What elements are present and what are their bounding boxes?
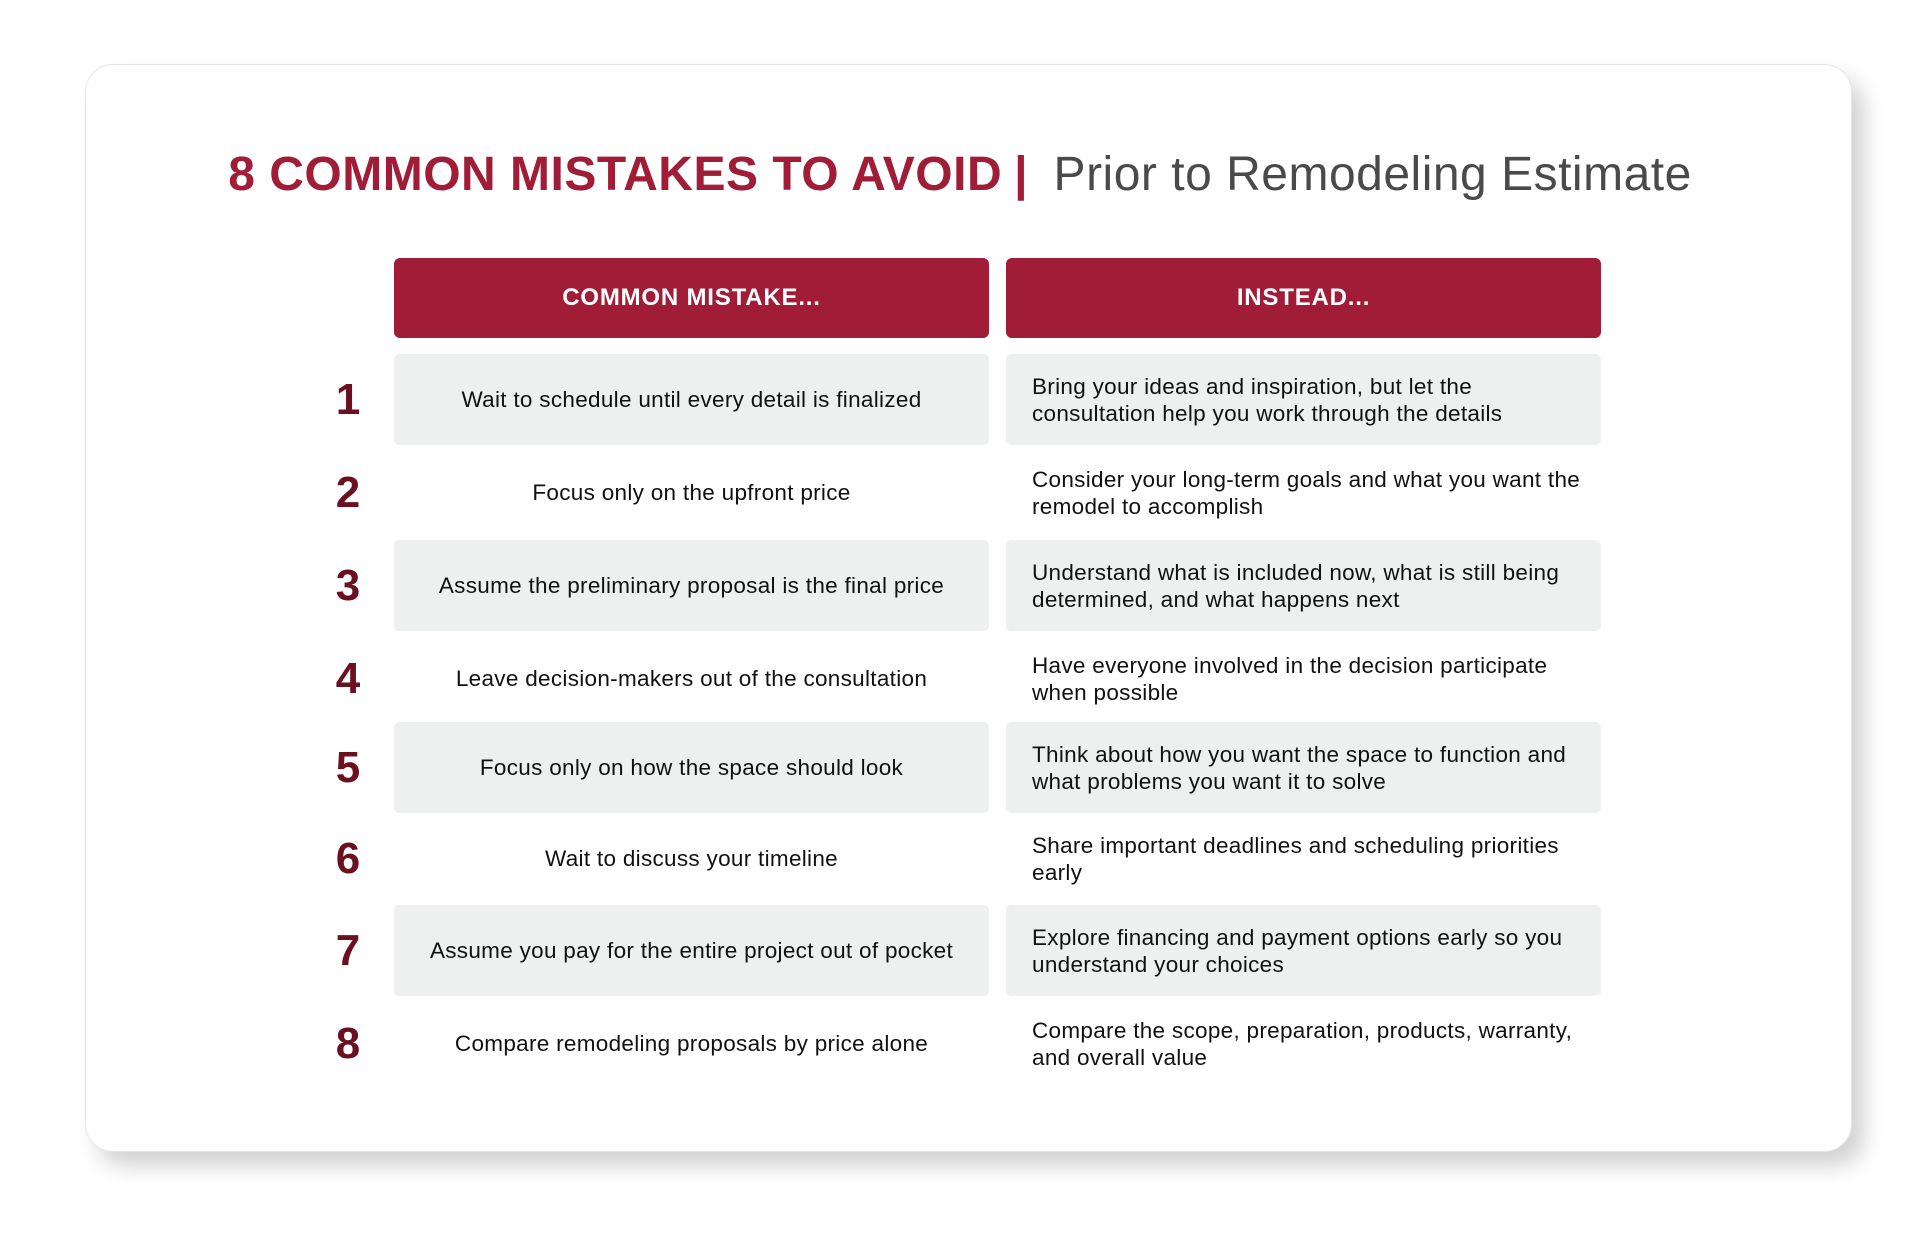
mistake-text: Focus only on the upfront price — [532, 480, 851, 505]
header-instead: INSTEAD... — [1006, 258, 1601, 338]
row-number: 2 — [335, 467, 361, 517]
instead-text: Share important deadlines and scheduling priorities early — [1032, 832, 1559, 885]
mistake-cell — [394, 447, 989, 538]
instead-text: Have everyone involved in the decision participate when possible — [1032, 652, 1548, 705]
mistake-cell — [394, 722, 989, 813]
table-row — [0, 813, 1920, 904]
instead-cell — [1006, 633, 1601, 724]
instead-cell — [1006, 722, 1601, 813]
mistake-text: Wait to discuss your timeline — [545, 846, 838, 871]
row-number: 1 — [335, 374, 361, 424]
mistake-cell — [394, 813, 989, 904]
title-separator: | — [1014, 148, 1028, 201]
mistake-cell — [394, 540, 989, 631]
row-number: 7 — [335, 925, 361, 975]
table-row — [0, 722, 1920, 813]
header-common-mistake: COMMON MISTAKE... — [394, 258, 989, 338]
mistake-cell — [394, 905, 989, 996]
instead-cell — [1006, 540, 1601, 631]
row-number: 5 — [335, 742, 361, 792]
row-number: 4 — [335, 653, 361, 703]
instead-text: Explore financing and payment options early so you understand your choices — [1032, 924, 1563, 977]
title-main: 8 COMMON MISTAKES TO AVOID — [228, 148, 1003, 201]
table-row — [0, 447, 1920, 538]
page-title — [0, 144, 1920, 206]
instead-text: Think about how you want the space to function and what problems you want it to solve — [1032, 741, 1567, 794]
mistake-text: Focus only on how the space should look — [479, 755, 904, 780]
instead-text: Understand what is included now, what is still being determined, and what happens next — [1032, 559, 1560, 612]
row-number: 3 — [335, 560, 361, 610]
row-number: 8 — [335, 1018, 361, 1068]
mistake-cell — [394, 633, 989, 724]
row-number: 6 — [335, 833, 361, 883]
mistake-text: Wait to schedule until every detail is finalized — [461, 387, 922, 412]
table-row — [0, 633, 1920, 724]
instead-cell — [1006, 905, 1601, 996]
table-row — [0, 540, 1920, 631]
instead-text: Compare the scope, preparation, products, warranty, and overall value — [1032, 1017, 1573, 1070]
instead-cell — [1006, 447, 1601, 538]
instead-text: Consider your long-term goals and what you want the remodel to accomplish — [1032, 466, 1581, 519]
title-subtitle: Prior to Remodeling Estimate — [1053, 148, 1692, 201]
instead-cell — [1006, 354, 1601, 445]
table-row — [0, 905, 1920, 996]
mistake-text: Assume the preliminary proposal is the final price — [438, 573, 945, 598]
mistake-text: Leave decision-makers out of the consultation — [455, 666, 928, 691]
instead-text: Bring your ideas and inspiration, but let the consultation help you work through the details — [1032, 373, 1503, 426]
mistake-cell — [394, 354, 989, 445]
mistake-cell — [394, 998, 989, 1089]
instead-cell — [1006, 813, 1601, 904]
table-row — [0, 354, 1920, 445]
mistake-text: Assume you pay for the entire project out of pocket — [429, 938, 954, 963]
table-row — [0, 998, 1920, 1089]
mistake-text: Compare remodeling proposals by price alone — [454, 1031, 929, 1056]
instead-cell — [1006, 998, 1601, 1089]
